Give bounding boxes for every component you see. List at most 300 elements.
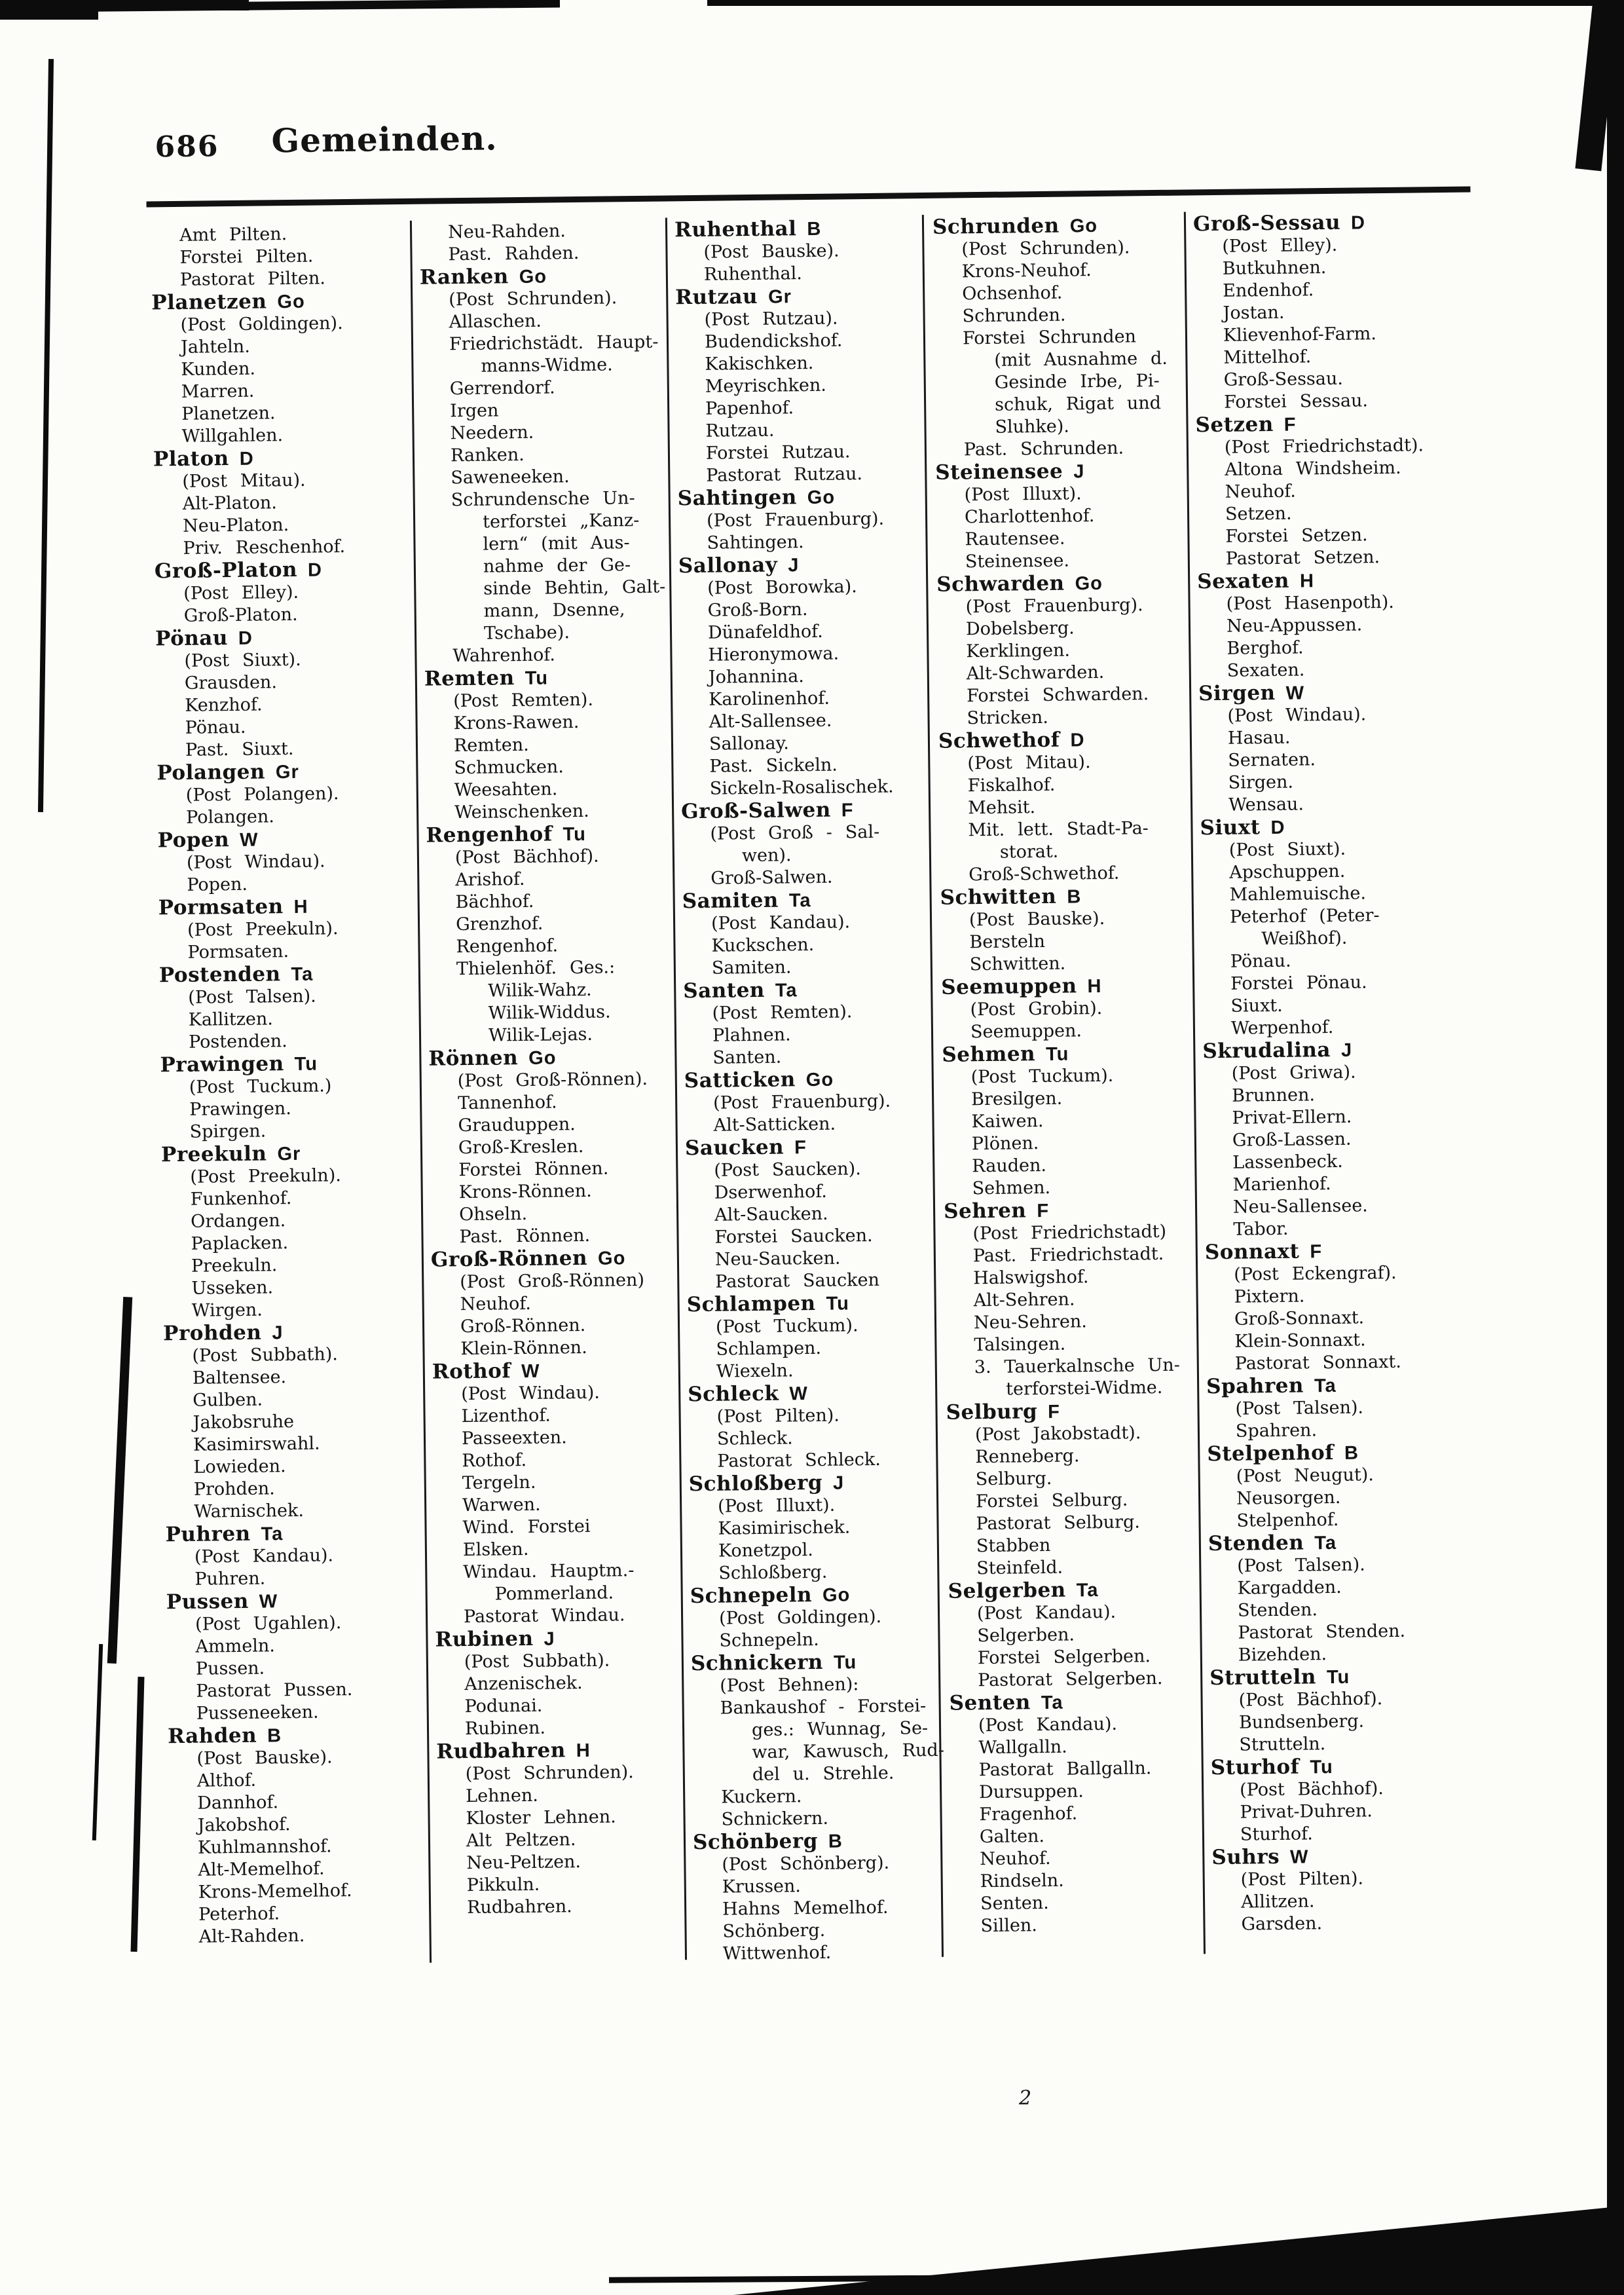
- entry-place-name: Siuxt: [1200, 815, 1261, 840]
- entry-line: (Post Talsen).: [188, 986, 316, 1008]
- entry-line: Mehsit.: [967, 797, 1036, 819]
- entry-line: war, Kawusch, Rud-: [752, 1740, 945, 1763]
- entry-line: Pönau.: [1230, 950, 1291, 972]
- district-code: F: [1283, 414, 1297, 436]
- entry-line: (Post Saucken).: [714, 1159, 861, 1181]
- entry-line: Gesinde Irbe, Pi-: [994, 370, 1160, 393]
- entry-place-name: Suhrs: [1211, 1844, 1280, 1870]
- entry-place-name: Pussen: [166, 1589, 249, 1614]
- entry-line: Passeexten.: [461, 1427, 567, 1449]
- entry-line: Krons-Neuhof.: [961, 260, 1092, 282]
- entry-line: Ordangen.: [191, 1210, 286, 1232]
- entry-line: (Post Remten).: [712, 1001, 853, 1024]
- entry-line: Dserwenhof.: [714, 1181, 828, 1203]
- entry-line: Schlampen.: [716, 1337, 822, 1360]
- district-code: F: [1048, 1401, 1061, 1423]
- entry-line: Charlottenhof.: [964, 506, 1095, 528]
- entry-line: nahme der Ge-: [483, 555, 631, 577]
- district-code: J: [1073, 461, 1085, 483]
- entry-line: Rothof.: [462, 1449, 527, 1472]
- entry-line: mann, Dsenne,: [483, 599, 625, 622]
- scan-artifact: [707, 0, 1624, 6]
- entry-place-name: Schloßberg: [688, 1470, 823, 1497]
- entry-line: Spirgen.: [189, 1121, 267, 1142]
- entry-line: Butkuhnen.: [1222, 257, 1327, 279]
- entry-line: (Post Polangen).: [185, 783, 339, 806]
- entry-line: Hasau.: [1227, 727, 1291, 749]
- entry-place-name: Rahden: [167, 1723, 257, 1749]
- footer-signature-mark: 2: [1019, 2087, 1032, 2110]
- entry-line: Rautensee.: [965, 528, 1065, 550]
- entry-line: Althof.: [196, 1770, 257, 1791]
- entry-line: Fragenhof.: [979, 1803, 1078, 1825]
- entry-line: Weinschenken.: [454, 800, 589, 823]
- entry-place-name: Popen: [157, 828, 230, 853]
- entry-line: Schönberg.: [722, 1920, 826, 1942]
- entry-line: Groß-Lassen.: [1232, 1129, 1352, 1151]
- entry-line: Schrunden.: [962, 305, 1066, 327]
- entry-line: Marienhof.: [1232, 1174, 1331, 1195]
- entry-line: (Post Behnen):: [720, 1674, 859, 1696]
- entry-line: (Post Ugahlen).: [195, 1613, 342, 1635]
- entry-line: Rengenhof.: [456, 935, 559, 958]
- entry-line: Sahtingen.: [707, 532, 804, 553]
- entry-line: Schmucken.: [454, 756, 564, 779]
- district-code: B: [1344, 1442, 1359, 1464]
- district-code: Go: [822, 1584, 851, 1606]
- entry-heading: [431, 1358, 685, 1383]
- entry-line: (Post Subbath).: [192, 1344, 339, 1366]
- entry-heading: [686, 1291, 940, 1316]
- entry-line: Stricken.: [967, 707, 1049, 729]
- entry-place-name: Groß-Platon: [154, 557, 298, 584]
- entry-line: wen).: [741, 845, 792, 867]
- entry-line: Forstei Rönnen.: [458, 1158, 609, 1181]
- entry-line: Kunden.: [181, 358, 256, 380]
- entry-heading: [1210, 1844, 1464, 1869]
- entry-line: (Post Jakobstadt).: [974, 1423, 1141, 1446]
- entry-heading: [154, 625, 408, 650]
- entry-line: Johannina.: [708, 666, 805, 688]
- entry-heading: [1208, 1664, 1462, 1690]
- entry-place-name: Groß-Salwen: [680, 798, 831, 824]
- entry-line: Forstei Selgerben.: [977, 1646, 1151, 1669]
- entry-line: Podunai.: [464, 1695, 543, 1717]
- gazetteer-column: [418, 219, 691, 1919]
- entry-line: Allitzen.: [1240, 1891, 1315, 1912]
- entry-line: (Post Kandau).: [978, 1713, 1118, 1736]
- entry-place-name: Rengenhof: [426, 822, 553, 848]
- district-code: Tu: [563, 823, 587, 846]
- entry-line: Sallonay.: [709, 733, 790, 755]
- entry-line: Pastorat Windau.: [463, 1605, 625, 1628]
- entry-line: Willgahlen.: [181, 425, 284, 447]
- district-code: F: [1037, 1200, 1050, 1222]
- entry-line: Tschabe).: [483, 622, 570, 644]
- entry-line: Pormsaten.: [187, 941, 289, 963]
- entry-line: Setzen.: [1225, 503, 1292, 525]
- district-code: D: [307, 559, 323, 581]
- entry-line: Berghof.: [1227, 637, 1304, 659]
- entry-place-name: Sturhof: [1210, 1755, 1300, 1780]
- entry-line: Dobelsberg.: [965, 618, 1075, 640]
- entry-heading: [430, 1246, 684, 1271]
- entry-line: Windau. Hauptm.-: [463, 1560, 635, 1583]
- entry-line: Schloßberg.: [718, 1561, 828, 1584]
- entry-line: Krons-Rönnen.: [458, 1180, 592, 1203]
- district-code: F: [841, 800, 854, 821]
- entry-line: Saweneeken.: [451, 466, 570, 489]
- entry-line: Sillen.: [980, 1915, 1038, 1937]
- entry-line: Selburg.: [975, 1468, 1052, 1490]
- entry-line: Garsden.: [1241, 1913, 1323, 1935]
- entry-heading: [166, 1723, 420, 1748]
- entry-line: Apschuppen.: [1229, 861, 1346, 883]
- entry-line: Elsken.: [462, 1539, 529, 1561]
- entry-place-name: Groß-Rönnen: [430, 1246, 588, 1272]
- district-code: Go: [807, 487, 836, 509]
- header-rule: [147, 187, 1471, 208]
- entry-heading: [676, 485, 931, 510]
- entry-line: Renneberg.: [975, 1446, 1080, 1468]
- entry-line: lern“ (mit Aus-: [483, 532, 630, 555]
- entry-line: del u. Strehle.: [752, 1763, 895, 1785]
- gazetteer-column: [1192, 210, 1466, 1936]
- district-code: B: [267, 1725, 282, 1747]
- district-code: Tu: [833, 1652, 857, 1673]
- entry-line: Privat-Duhren.: [1240, 1801, 1373, 1823]
- entry-line: (Post Frauenburg).: [706, 508, 885, 531]
- entry-line: Forstei Schwarden.: [967, 684, 1149, 707]
- district-code: Go: [1075, 572, 1103, 595]
- entry-line: Prawingen.: [189, 1098, 291, 1120]
- district-code: Gr: [275, 761, 299, 783]
- entry-place-name: Steinensee: [935, 459, 1063, 485]
- entry-place-name: Sallonay: [678, 553, 778, 578]
- entry-line: Sturhof.: [1240, 1823, 1314, 1845]
- entry-line: Neuhof.: [1225, 481, 1297, 502]
- entry-line: Forstei Rutzau.: [705, 441, 851, 464]
- entry-place-name: Prohden: [162, 1320, 262, 1346]
- entry-line: (Post Kandau).: [976, 1601, 1116, 1624]
- entry-heading: [673, 216, 927, 242]
- entry-line: Kaiwen.: [971, 1110, 1044, 1132]
- entry-line: Steinensee.: [965, 550, 1070, 572]
- entry-line: (Post Goldingen).: [180, 313, 343, 335]
- entry-place-name: Satticken: [684, 1068, 796, 1093]
- entry-line: Past. Friedrichstadt.: [972, 1243, 1164, 1267]
- entry-heading: [677, 552, 931, 578]
- entry-line: Siuxt.: [1230, 995, 1283, 1017]
- entry-line: Bresilgen.: [970, 1088, 1063, 1110]
- entry-line: Forstei Selburg.: [975, 1489, 1128, 1512]
- entry-line: Karolinenhof.: [709, 688, 830, 710]
- entry-line: Jakobshof.: [197, 1814, 291, 1836]
- entry-line: Schleck.: [716, 1428, 793, 1449]
- entry-place-name: Postenden: [158, 962, 281, 988]
- entry-line: Alt-Platon.: [182, 493, 278, 514]
- entry-line: storat.: [999, 841, 1059, 863]
- entry-line: Grenzhof.: [455, 913, 544, 935]
- entry-line: Samiten.: [711, 957, 792, 979]
- entry-line: Kallitzen.: [188, 1009, 274, 1030]
- entry-line: Pastorat Setzen.: [1225, 547, 1380, 569]
- entry-heading: [692, 1829, 946, 1854]
- entry-line: Neusorgen.: [1236, 1487, 1341, 1509]
- entry-place-name: Saucken: [684, 1135, 784, 1161]
- entry-line: Schrundensche Un-: [451, 488, 635, 511]
- district-code: Go: [528, 1047, 557, 1069]
- district-code: W: [240, 829, 259, 851]
- entry-line: (Post Bauske).: [703, 240, 840, 263]
- entry-line: Kasimirswahl.: [193, 1433, 320, 1455]
- district-code: J: [832, 1472, 845, 1494]
- entry-line: Galten.: [979, 1826, 1045, 1848]
- entry-line: (Post Schönberg).: [722, 1852, 890, 1875]
- entry-place-name: Schnepeln: [690, 1583, 813, 1609]
- entry-line: Kargadden.: [1237, 1577, 1342, 1599]
- entry-line: Alt-Schwarden.: [966, 662, 1105, 684]
- entry-line: Kasimirischek.: [718, 1517, 851, 1539]
- entry-line: (Post Tuckum).: [970, 1065, 1114, 1088]
- entry-heading: [680, 798, 934, 823]
- district-code: Ta: [775, 980, 798, 1001]
- district-code: Ta: [1076, 1580, 1099, 1601]
- district-code: F: [1310, 1241, 1323, 1263]
- entry-heading: [1206, 1440, 1460, 1466]
- entry-heading: [150, 289, 404, 314]
- entry-line: Groß-Sonnaxt.: [1234, 1307, 1365, 1330]
- entry-place-name: Sehmen: [942, 1042, 1036, 1067]
- entry-line: Wilik-Wahz.: [488, 979, 592, 1001]
- entry-place-name: Rubinen: [435, 1626, 534, 1652]
- entry-line: Bersteln: [969, 931, 1046, 953]
- entry-line: Pastorat Selgerben.: [978, 1668, 1163, 1691]
- entry-place-name: Stenden: [1208, 1531, 1304, 1556]
- entry-line: (mit Ausnahme d.: [994, 348, 1168, 371]
- entry-line: Weesahten.: [454, 779, 558, 801]
- entry-line: Pastorat Selburg.: [976, 1512, 1141, 1535]
- entry-place-name: Selgerben: [948, 1578, 1066, 1603]
- district-code: D: [238, 627, 253, 649]
- entry-line: Ammeln.: [195, 1635, 276, 1657]
- entry-place-name: Skrudalina: [1202, 1038, 1331, 1064]
- entry-line: Past. Schrunden.: [963, 438, 1124, 460]
- entry-heading: [940, 973, 1194, 999]
- entry-place-name: Sehren: [943, 1199, 1027, 1223]
- entry-heading: [689, 1582, 943, 1608]
- entry-line: Stelpenhof.: [1236, 1509, 1339, 1531]
- entry-heading: [156, 827, 410, 852]
- entry-line: Remten.: [453, 734, 529, 756]
- entry-line: (Post Siuxt).: [184, 649, 301, 671]
- gazetteer-column: [673, 216, 947, 1966]
- entry-line: (Post Frauenburg).: [713, 1091, 891, 1113]
- entry-line: Forstei Saucken.: [714, 1225, 873, 1248]
- entry-line: Pixtern.: [1234, 1286, 1305, 1307]
- district-code: D: [1070, 730, 1085, 751]
- entry-heading: [158, 1051, 413, 1077]
- entry-place-name: Selburg: [946, 1400, 1038, 1425]
- district-code: H: [293, 896, 308, 918]
- entry-line: ges.: Wunnag, Se-: [751, 1718, 929, 1741]
- entry-line: Spahren.: [1235, 1420, 1318, 1442]
- entry-line: Usseken.: [191, 1277, 274, 1299]
- entry-line: Bankaushof - Forstei-: [720, 1696, 927, 1719]
- entry-heading: [1209, 1754, 1464, 1780]
- district-code: J: [544, 1628, 555, 1650]
- entry-heading: [684, 1134, 938, 1160]
- district-code: Tu: [525, 667, 549, 689]
- entry-line: Pastorat Ballgalln.: [978, 1758, 1152, 1781]
- entry-heading: [418, 263, 673, 289]
- entry-line: Tergeln.: [462, 1472, 536, 1494]
- entry-line: Postenden.: [188, 1031, 287, 1053]
- district-code: J: [272, 1322, 284, 1344]
- entry-line: Klievenhof-Farm.: [1223, 324, 1377, 346]
- entry-line: (Post Groß-Rönnen): [460, 1269, 645, 1293]
- entry-line: Friedrichstädt. Haupt-: [449, 331, 659, 355]
- page-number: 686: [155, 130, 219, 164]
- entry-line: Schnickern.: [721, 1808, 829, 1830]
- entry-line: (Post Pilten).: [716, 1405, 840, 1427]
- entry-line: (Post Friedrichstadt): [972, 1221, 1167, 1244]
- entry-heading: [688, 1470, 942, 1496]
- entry-place-name: Polangen: [157, 760, 266, 785]
- entry-line: Irgen: [450, 400, 499, 422]
- entry-place-name: Strutteln: [1209, 1665, 1317, 1690]
- entry-heading: [934, 458, 1188, 484]
- entry-line: (Post Frauenburg).: [965, 595, 1143, 618]
- entry-heading: [940, 1041, 1194, 1066]
- entry-line: Santen.: [712, 1047, 782, 1068]
- entry-line: Sirgen.: [1228, 772, 1294, 793]
- entry-line: (Post Windau).: [1227, 704, 1367, 726]
- entry-heading: [946, 1577, 1200, 1603]
- scan-artifact: [1607, 0, 1624, 2295]
- entry-line: (Post Pilten).: [1240, 1868, 1364, 1890]
- entry-line: Tabor.: [1233, 1218, 1289, 1240]
- entry-line: Altona Windsheim.: [1225, 457, 1401, 480]
- entry-line: Kloster Lehnen.: [466, 1806, 616, 1829]
- entry-line: Neuhof.: [460, 1293, 532, 1315]
- entry-line: (Post Hasenpoth).: [1226, 591, 1395, 614]
- entry-place-name: Sirgen: [1198, 681, 1276, 706]
- entry-heading: [427, 1045, 681, 1070]
- entry-line: (Post Bauske).: [196, 1747, 333, 1769]
- entry-place-name: Schwitten: [940, 884, 1057, 910]
- entry-line: (Post Grobin).: [970, 998, 1103, 1020]
- entry-line: Schnepeln.: [719, 1629, 819, 1651]
- entry-place-name: Groß-Sessau: [1192, 210, 1341, 236]
- district-code: Tu: [1045, 1043, 1069, 1065]
- entry-line: Groß-Salwen.: [710, 867, 833, 889]
- entry-line: Sernaten.: [1228, 749, 1316, 771]
- entry-line: Stabben: [976, 1535, 1051, 1557]
- entry-line: Alt-Rahden.: [198, 1925, 305, 1947]
- entry-heading: [944, 1398, 1198, 1424]
- entry-line: Hieronymowa.: [708, 643, 840, 665]
- entry-line: Lizenthof.: [461, 1405, 551, 1427]
- entry-line: (Post Groß - Sal-: [710, 821, 880, 844]
- entry-line: Rutzau.: [705, 420, 775, 441]
- entry-line: Forstei Schrunden: [962, 326, 1137, 349]
- entry-line: Thielenhöf. Ges.:: [456, 957, 616, 980]
- entry-line: Past. Rahden.: [448, 242, 580, 265]
- district-code: H: [1087, 975, 1102, 998]
- entry-place-name: Seemuppen: [941, 974, 1077, 999]
- entry-place-name: Rönnen: [428, 1046, 519, 1071]
- entry-line: Anzenischek.: [464, 1673, 583, 1695]
- entry-place-name: Ranken: [419, 265, 509, 289]
- entry-line: Hahns Memelhof.: [722, 1897, 889, 1920]
- entry-line: Strutteln.: [1239, 1734, 1326, 1755]
- entry-heading: [937, 727, 1191, 753]
- entry-line: (Post Preekuln).: [187, 918, 339, 941]
- entry-line: Puhren.: [194, 1568, 266, 1590]
- entry-place-name: Schnickern: [690, 1650, 824, 1676]
- entry-line: Groß-Kreslen.: [458, 1136, 584, 1159]
- district-code: B: [1067, 886, 1082, 908]
- entry-line: Ruhenthal.: [703, 263, 803, 285]
- entry-line: Forstei Sessau.: [1223, 390, 1369, 413]
- entry-line: (Post Griwa).: [1231, 1062, 1356, 1084]
- entry-line: Kuckern.: [721, 1786, 802, 1808]
- entry-line: Bizehden.: [1238, 1644, 1327, 1666]
- entry-place-name: Schwarden: [936, 571, 1065, 597]
- entry-place-name: Schleck: [688, 1381, 779, 1407]
- entry-line: (Post Windau).: [186, 851, 325, 873]
- district-code: W: [789, 1383, 808, 1405]
- entry-line: Alt-Satticken.: [713, 1113, 836, 1136]
- entry-line: (Post Illuxt).: [718, 1495, 836, 1517]
- entry-line: Alt-Memelhof.: [198, 1858, 325, 1880]
- district-code: Tu: [294, 1053, 318, 1075]
- entry-line: Alt-Sallensee.: [709, 710, 832, 732]
- entry-line: (Post Schrunden).: [961, 237, 1130, 260]
- entry-place-name: Schrunden: [932, 214, 1060, 239]
- entry-line: Pussen.: [195, 1658, 265, 1679]
- entry-line: Grausden.: [184, 672, 278, 694]
- entry-line: (Post Groß-Rönnen).: [457, 1068, 648, 1092]
- entry-place-name: Stelpenhof: [1207, 1441, 1335, 1466]
- entry-line: Peterhof (Peter-: [1229, 905, 1380, 927]
- entry-place-name: Schwethof: [938, 728, 1060, 753]
- entry-line: Warwen.: [462, 1494, 541, 1516]
- entry-line: Mahlemuische.: [1229, 883, 1367, 905]
- district-code: Go: [1069, 215, 1098, 237]
- entry-line: Kakischken.: [705, 352, 814, 375]
- entry-heading: [155, 759, 409, 785]
- district-code: D: [1270, 817, 1285, 839]
- entry-line: Papenhof.: [705, 398, 794, 419]
- district-code: Gr: [767, 286, 792, 308]
- entry-heading: [674, 284, 928, 309]
- entry-heading: [153, 557, 407, 583]
- entry-line: Pommerland.: [494, 1582, 614, 1605]
- district-code: W: [521, 1360, 540, 1383]
- entry-line: (Post Schrunden).: [465, 1762, 634, 1785]
- entry-line: Pastorat Pilten.: [179, 268, 326, 290]
- entry-line: schuk, Rigat und: [994, 392, 1162, 415]
- entry-line: Werpenhof.: [1230, 1017, 1334, 1039]
- entry-line: Kenzhof.: [185, 694, 263, 716]
- page-title: Gemeinden.: [271, 119, 498, 160]
- entry-line: Wilik-Lejas.: [488, 1024, 593, 1046]
- entry-line: Wahrenhof.: [452, 644, 556, 667]
- district-code: Gr: [277, 1143, 301, 1165]
- entry-line: Krussen.: [722, 1876, 802, 1897]
